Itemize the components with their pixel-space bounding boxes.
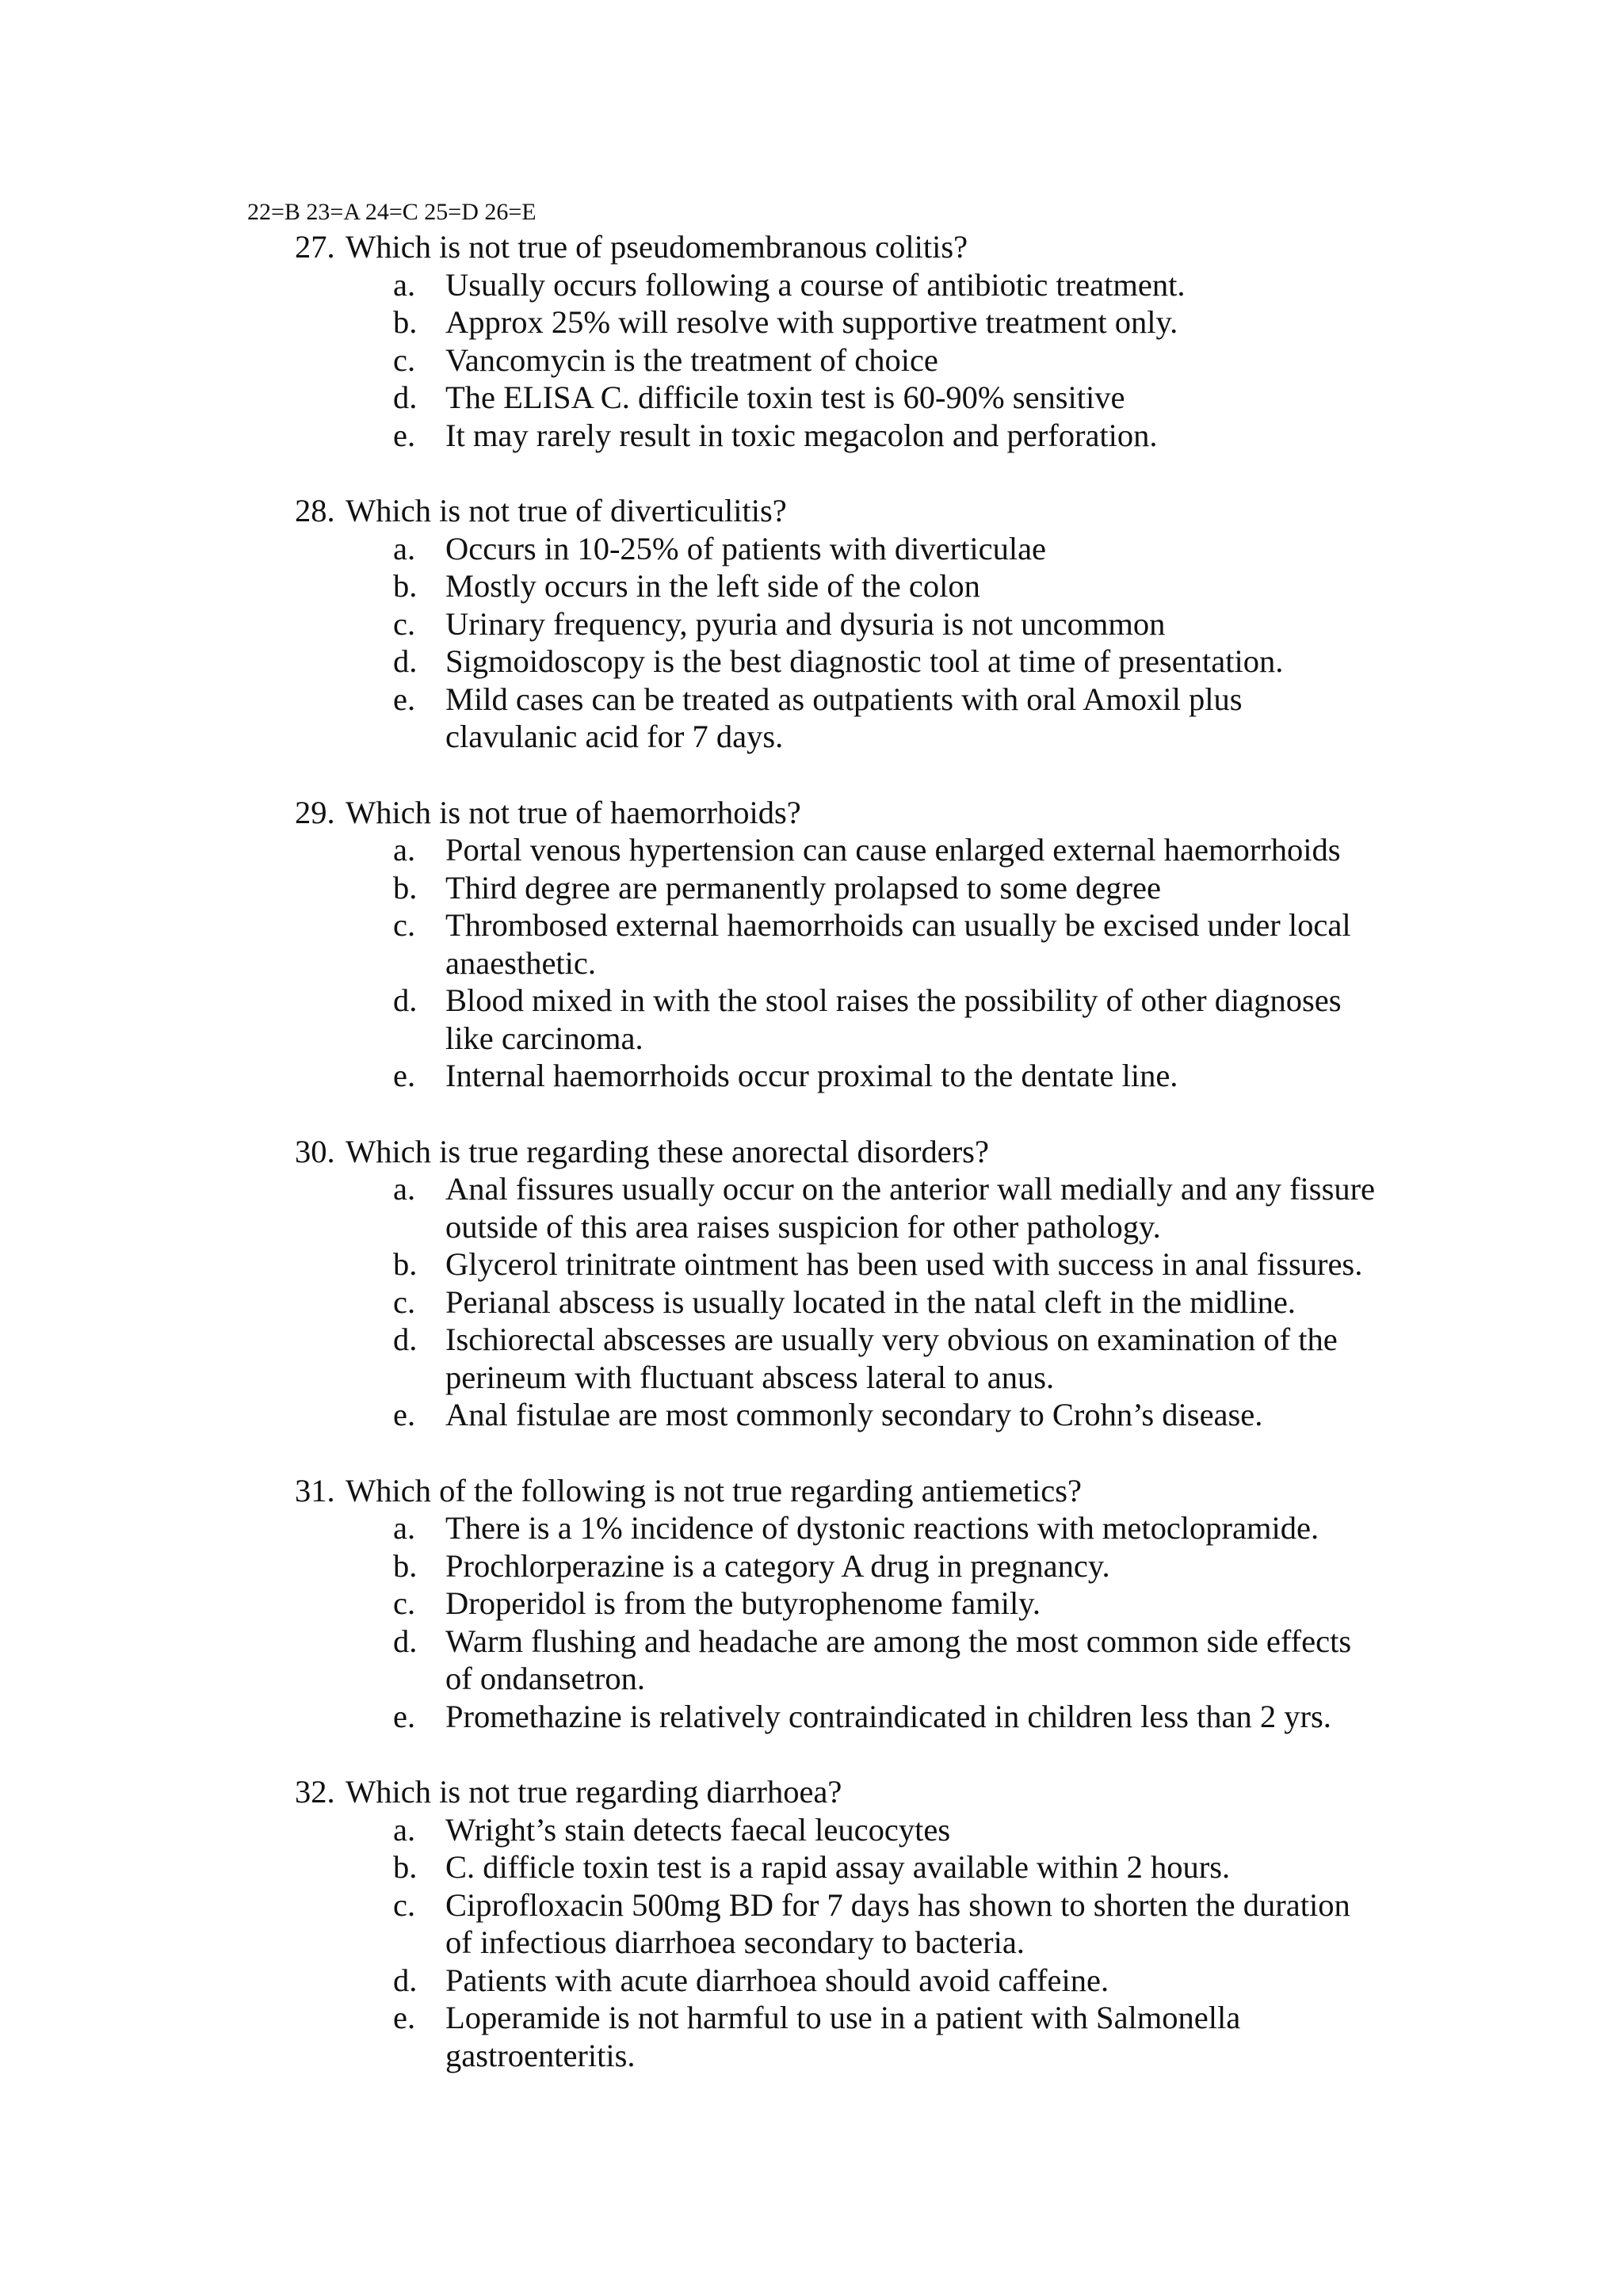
option-letter: c. xyxy=(393,1283,416,1320)
option-list xyxy=(295,1811,1420,2075)
question-text: Which is not true of diverticulitis? xyxy=(346,493,787,528)
question-number: 30. xyxy=(295,1133,335,1169)
question-stem xyxy=(295,1773,1420,1811)
question-text: Which is not true regarding diarrhoea? xyxy=(346,1774,842,1810)
question-number: 29. xyxy=(295,794,335,830)
option-text: Patients with acute diarrhoea should avoid caffeine. xyxy=(445,1962,1109,1998)
option-letter: a. xyxy=(393,1510,416,1546)
option-d xyxy=(295,1321,1420,1396)
option-d xyxy=(295,379,1420,417)
option-d xyxy=(295,643,1420,681)
question-number: 27. xyxy=(295,229,335,265)
option-c xyxy=(295,341,1420,379)
option-text: Thrombosed external haemorrhoids can usually be excised under local anaesthetic. xyxy=(445,907,1351,981)
option-b xyxy=(295,1547,1420,1585)
option-a xyxy=(295,530,1420,568)
question-30 xyxy=(295,1133,1420,1434)
question-stem xyxy=(295,228,1420,266)
option-text: Anal fistulae are most commonly secondary to Crohn’s disease. xyxy=(445,1397,1263,1432)
question-text: Which is not true of pseudomembranous colitis? xyxy=(346,229,968,265)
option-text: Ciprofloxacin 500mg BD for 7 days has shown to shorten the duration of infectious diarrhoea secondary to bacteria. xyxy=(445,1886,1350,1960)
option-d xyxy=(295,1623,1420,1698)
option-c xyxy=(295,906,1420,982)
option-e xyxy=(295,1999,1420,2074)
option-letter: a. xyxy=(393,266,416,303)
option-text: Mostly occurs in the left side of the colon xyxy=(445,568,980,604)
option-list xyxy=(295,1170,1420,1434)
option-text: Mild cases can be treated as outpatients with oral Amoxil plus clavulanic acid for 7 days. xyxy=(445,681,1243,754)
option-letter: c. xyxy=(393,1585,416,1621)
option-letter: e. xyxy=(393,1698,416,1734)
option-list xyxy=(295,266,1420,455)
option-letter: e. xyxy=(393,1058,416,1093)
option-c xyxy=(295,1283,1420,1322)
option-a xyxy=(295,1811,1420,1849)
option-a xyxy=(295,266,1420,304)
option-list xyxy=(295,530,1420,756)
option-a xyxy=(295,1170,1420,1245)
option-text: Ischiorectal abscesses are usually very obvious on examination of the perineum with fluctuant abscess lateral to anus. xyxy=(445,1322,1338,1395)
option-e xyxy=(295,1057,1420,1095)
option-letter: b. xyxy=(393,568,418,604)
answer-key: 22=B 23=A 24=C 25=D 26=E xyxy=(247,199,537,225)
option-list xyxy=(295,1509,1420,1735)
option-text: Occurs in 10-25% of patients with diverticulae xyxy=(445,530,1047,566)
option-letter: e. xyxy=(393,417,416,453)
option-letter: d. xyxy=(393,1623,418,1659)
question-number: 31. xyxy=(295,1472,335,1508)
option-letter: d. xyxy=(393,643,418,679)
option-letter: a. xyxy=(393,1811,416,1848)
option-text: Sigmoidoscopy is the best diagnostic tool at time of presentation. xyxy=(445,643,1284,679)
option-letter: c. xyxy=(393,1886,416,1923)
question-stem xyxy=(295,794,1420,832)
option-a xyxy=(295,831,1420,869)
option-b xyxy=(295,1848,1420,1886)
option-letter: d. xyxy=(393,379,418,415)
option-text: Portal venous hypertension can cause enlarged external haemorrhoids xyxy=(445,832,1341,868)
option-letter: b. xyxy=(393,1547,418,1584)
question-number: 32. xyxy=(295,1774,335,1810)
option-letter: a. xyxy=(393,530,416,566)
question-27 xyxy=(295,228,1420,454)
option-list xyxy=(295,831,1420,1095)
question-text: Which is not true of haemorrhoids? xyxy=(346,794,801,830)
option-c xyxy=(295,1585,1420,1623)
option-e xyxy=(295,1698,1420,1736)
question-stem xyxy=(295,1133,1420,1171)
option-letter: e. xyxy=(393,2000,416,2035)
option-text: Loperamide is not harmful to use in a patient with Salmonella gastroenteritis. xyxy=(445,2000,1241,2073)
option-e xyxy=(295,417,1420,455)
question-32 xyxy=(295,1773,1420,2074)
option-text: Vancomycin is the treatment of choice xyxy=(445,341,938,378)
option-text: Glycerol trinitrate ointment has been used with success in anal fissures. xyxy=(445,1246,1363,1282)
option-letter: b. xyxy=(393,1849,418,1885)
question-text: Which is true regarding these anorectal disorders? xyxy=(346,1133,989,1169)
option-text: Internal haemorrhoids occur proximal to the dentate line. xyxy=(445,1058,1178,1093)
option-b xyxy=(295,1245,1420,1283)
option-text: Blood mixed in with the stool raises the possibility of other diagnoses like carcinoma. xyxy=(445,982,1342,1056)
option-text: Prochlorperazine is a category A drug in pregnancy. xyxy=(445,1547,1110,1584)
question-text: Which of the following is not true regarding antiemetics? xyxy=(346,1472,1082,1508)
option-text: Urinary frequency, pyuria and dysuria is not uncommon xyxy=(445,605,1166,642)
option-d xyxy=(295,1962,1420,2000)
option-letter: b. xyxy=(393,869,418,906)
option-a xyxy=(295,1509,1420,1547)
option-text: There is a 1% incidence of dystonic reactions with metoclopramide. xyxy=(445,1510,1319,1546)
option-c xyxy=(295,605,1420,643)
option-letter: d. xyxy=(393,1962,418,1998)
question-list xyxy=(295,228,1420,2112)
option-text: Perianal abscess is usually located in the natal cleft in the midline. xyxy=(445,1283,1296,1320)
option-text: Wright’s stain detects faecal leucocytes xyxy=(445,1811,951,1848)
option-letter: a. xyxy=(393,832,416,868)
option-text: Promethazine is relatively contraindicated in children less than 2 yrs. xyxy=(445,1698,1331,1734)
option-e xyxy=(295,1396,1420,1434)
option-letter: e. xyxy=(393,1397,416,1432)
option-text: The ELISA C. difficile toxin test is 60-90% sensitive xyxy=(445,379,1125,415)
question-stem xyxy=(295,1472,1420,1510)
option-text: Approx 25% will resolve with supportive treatment only. xyxy=(445,304,1178,340)
option-letter: c. xyxy=(393,341,416,378)
option-text: C. difficle toxin test is a rapid assay available within 2 hours. xyxy=(445,1849,1231,1885)
option-letter: e. xyxy=(393,681,416,717)
option-text: Third degree are permanently prolapsed to some degree xyxy=(445,869,1161,906)
option-text: Usually occurs following a course of antibiotic treatment. xyxy=(445,266,1186,303)
option-text: Droperidol is from the butyrophenome family. xyxy=(445,1585,1041,1621)
option-c xyxy=(295,1886,1420,1962)
option-letter: d. xyxy=(393,982,418,1018)
option-text: Warm flushing and headache are among the most common side effects of ondansetron. xyxy=(445,1623,1352,1696)
question-stem xyxy=(295,492,1420,530)
question-31 xyxy=(295,1472,1420,1736)
option-b xyxy=(295,869,1420,907)
option-letter: a. xyxy=(393,1171,416,1207)
option-b xyxy=(295,303,1420,341)
question-28 xyxy=(295,492,1420,756)
option-text: Anal fissures usually occur on the anterior wall medially and any fissure outside of this area raises suspicion for other pathology. xyxy=(445,1171,1376,1245)
question-29 xyxy=(295,794,1420,1095)
option-text: It may rarely result in toxic megacolon and perforation. xyxy=(445,417,1158,453)
option-letter: b. xyxy=(393,304,418,340)
option-letter: d. xyxy=(393,1322,418,1357)
option-d xyxy=(295,982,1420,1057)
question-number: 28. xyxy=(295,493,335,528)
option-letter: b. xyxy=(393,1246,418,1282)
option-letter: c. xyxy=(393,907,416,943)
option-b xyxy=(295,567,1420,605)
option-letter: c. xyxy=(393,605,416,642)
option-e xyxy=(295,681,1420,756)
